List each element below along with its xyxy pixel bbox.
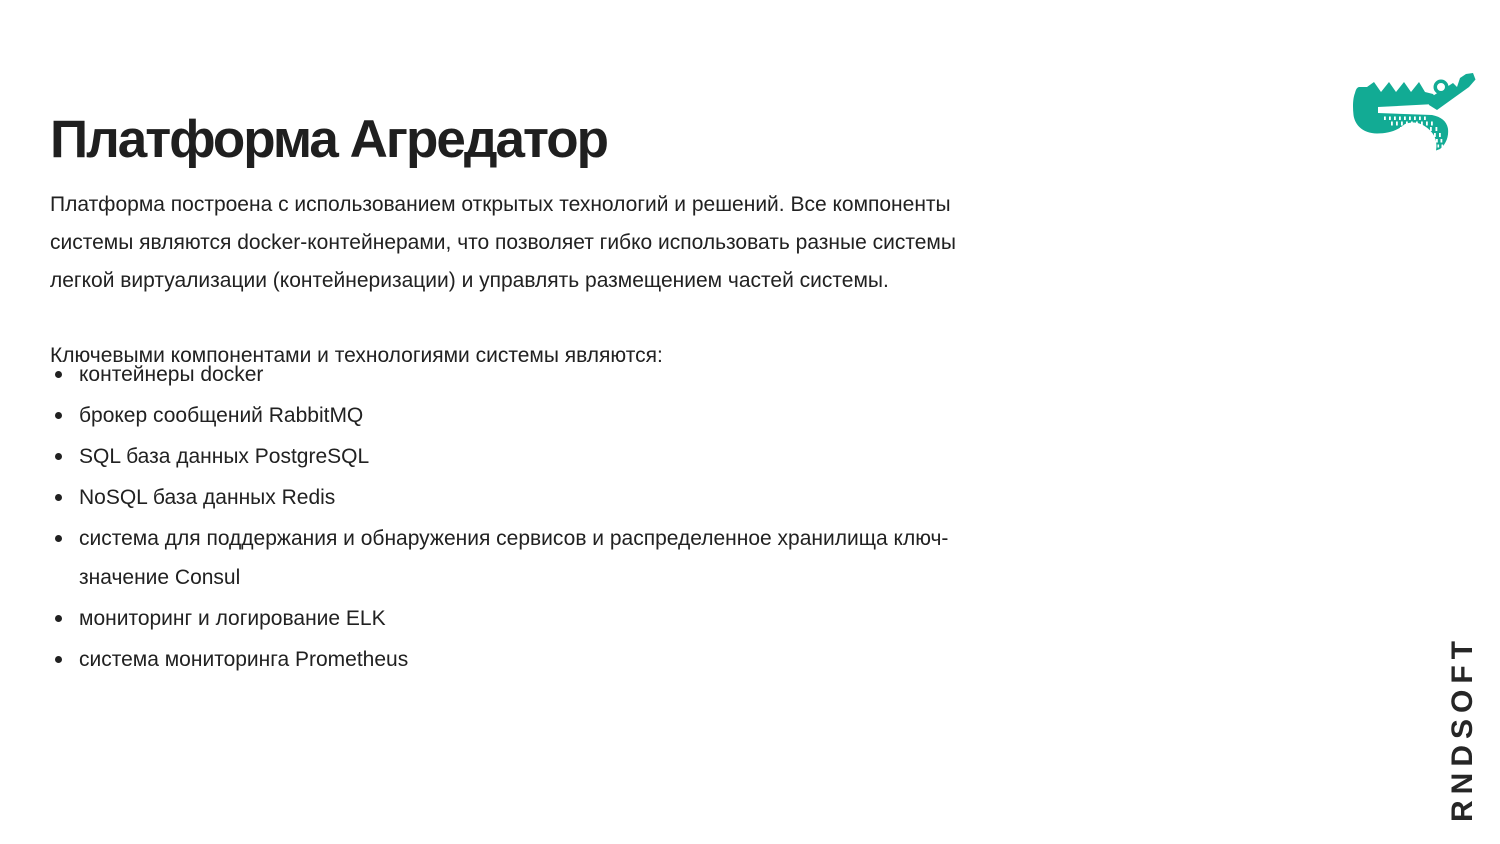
- list-item: мониторинг и логирование ELK: [50, 599, 970, 638]
- list-item: контейнеры docker: [50, 355, 970, 394]
- page-title: Платформа Агредатор: [50, 109, 607, 169]
- list-item: NoSQL база данных Redis: [50, 478, 970, 517]
- rndsoft-wordmark: RNDSOFT: [1446, 635, 1479, 822]
- list-item: SQL база данных PostgreSQL: [50, 437, 970, 476]
- intro-paragraph: Платформа построена с использованием открытых технологий и решений. Все компоненты системы являются docker-контейнерами, что позволяет гибко использовать разные системы легкой виртуализации (контейнеризации) и управлять размещением частей системы.: [50, 193, 956, 292]
- list-item: система для поддержания и обнаружения сервисов и распределенное хранилища ключ-значение Consul: [50, 519, 970, 597]
- list-item: брокер сообщений RabbitMQ: [50, 396, 970, 435]
- list-item: система мониторинга Prometheus: [50, 640, 970, 679]
- crocodile-logo-icon: [1350, 73, 1476, 151]
- list-heading: Ключевыми компонентами и технологиями системы являются:: [50, 344, 663, 367]
- crocodile-eye: [1435, 81, 1447, 93]
- bullet-list: [50, 355, 970, 681]
